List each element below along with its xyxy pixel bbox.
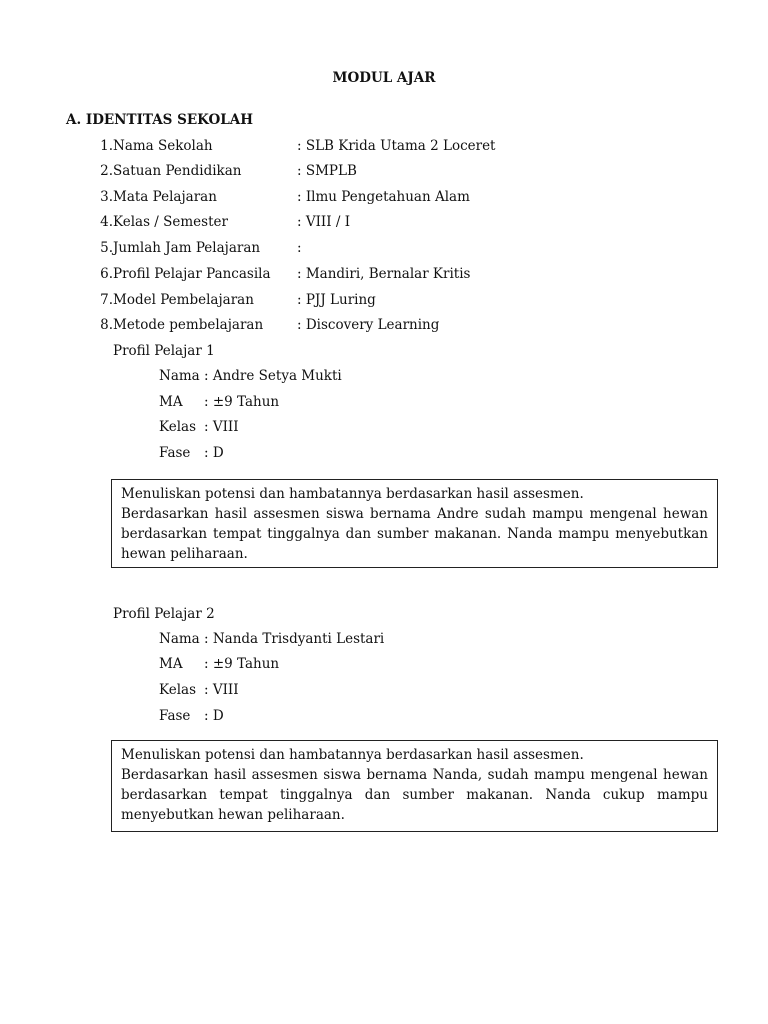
field-label: MA [159, 656, 183, 672]
row-value: : VIII / I [297, 214, 351, 230]
document-title: MODUL AJAR [332, 70, 436, 86]
row-number: 6. [100, 266, 113, 282]
row-label: Nama Sekolah [113, 138, 213, 154]
row-label: Model Pembelajaran [113, 292, 254, 308]
field-value: : ±9 Tahun [204, 394, 280, 410]
row-value: : SMPLB [297, 163, 357, 179]
row-label: Satuan Pendidikan [113, 163, 242, 179]
profile-1-title: Profil Pelajar 1 [113, 343, 215, 359]
identity-row-education-unit [88, 161, 357, 181]
row-label: Metode pembelajaran [113, 317, 264, 333]
assessment-box-text: Berdasarkan hasil assesmen siswa bernama Nanda, sudah mampu mengenal hewan berdasarkan tempat tinggalnya dan sumber makanan. Nanda cukup mampu menyebutkan hewan peliharaan. [121, 767, 708, 823]
field-value: : ±9 Tahun [204, 656, 280, 672]
identity-row-school-name [88, 136, 496, 156]
row-number: 4. [100, 214, 113, 230]
row-value: : SLB Krida Utama 2 Loceret [297, 138, 496, 154]
field-value: : Andre Setya Mukti [204, 368, 342, 384]
field-value: : Nanda Trisdyanti Lestari [204, 631, 385, 647]
identity-row-lesson-hours [88, 238, 302, 258]
row-number: 7. [100, 292, 113, 308]
field-label: Fase [159, 708, 191, 724]
row-value: : [297, 240, 302, 256]
assessment-box-title: Menuliskan potensi dan hambatannya berdasarkan hasil assesmen. [121, 747, 584, 763]
field-label: Nama [159, 368, 200, 384]
field-value: : D [204, 708, 224, 724]
row-value: : Discovery Learning [297, 317, 440, 333]
identity-row-class-semester [88, 212, 351, 232]
field-label: MA [159, 394, 183, 410]
profile-2-assessment-box [111, 740, 718, 832]
row-value: : Mandiri, Bernalar Kritis [297, 266, 471, 282]
assessment-box-title: Menuliskan potensi dan hambatannya berdasarkan hasil assesmen. [121, 486, 584, 502]
field-value: : VIII [204, 682, 239, 698]
row-label: Jumlah Jam Pelajaran [113, 240, 261, 256]
field-label: Nama [159, 631, 200, 647]
identity-row-learning-method [88, 315, 440, 335]
row-number: 1. [100, 138, 113, 154]
field-label: Fase [159, 445, 191, 461]
row-value: : Ilmu Pengetahuan Alam [297, 189, 470, 205]
field-value: : VIII [204, 419, 239, 435]
row-number: 2. [100, 163, 113, 179]
row-label: Profil Pelajar Pancasila [113, 266, 271, 282]
section-a-heading: A. IDENTITAS SEKOLAH [66, 112, 254, 128]
row-value: : PJJ Luring [297, 292, 376, 308]
row-number: 8. [100, 317, 113, 333]
identity-row-subject [88, 187, 470, 207]
row-number: 5. [100, 240, 113, 256]
field-value: : D [204, 445, 224, 461]
row-label: Kelas / Semester [113, 214, 228, 230]
row-label: Mata Pelajaran [113, 189, 217, 205]
row-number: 3. [100, 189, 113, 205]
field-label: Kelas [159, 682, 197, 698]
identity-row-learning-model [88, 290, 376, 310]
field-label: Kelas [159, 419, 197, 435]
profile-2-title: Profil Pelajar 2 [113, 606, 215, 622]
assessment-box-text: Berdasarkan hasil assesmen siswa bernama Andre sudah mampu mengenal hewan berdasarkan tempat tinggalnya dan sumber makanan. Nanda mampu menyebutkan hewan peliharaan. [121, 506, 708, 562]
identity-row-pancasila-profile [88, 264, 471, 284]
profile-1-assessment-box [111, 479, 718, 568]
